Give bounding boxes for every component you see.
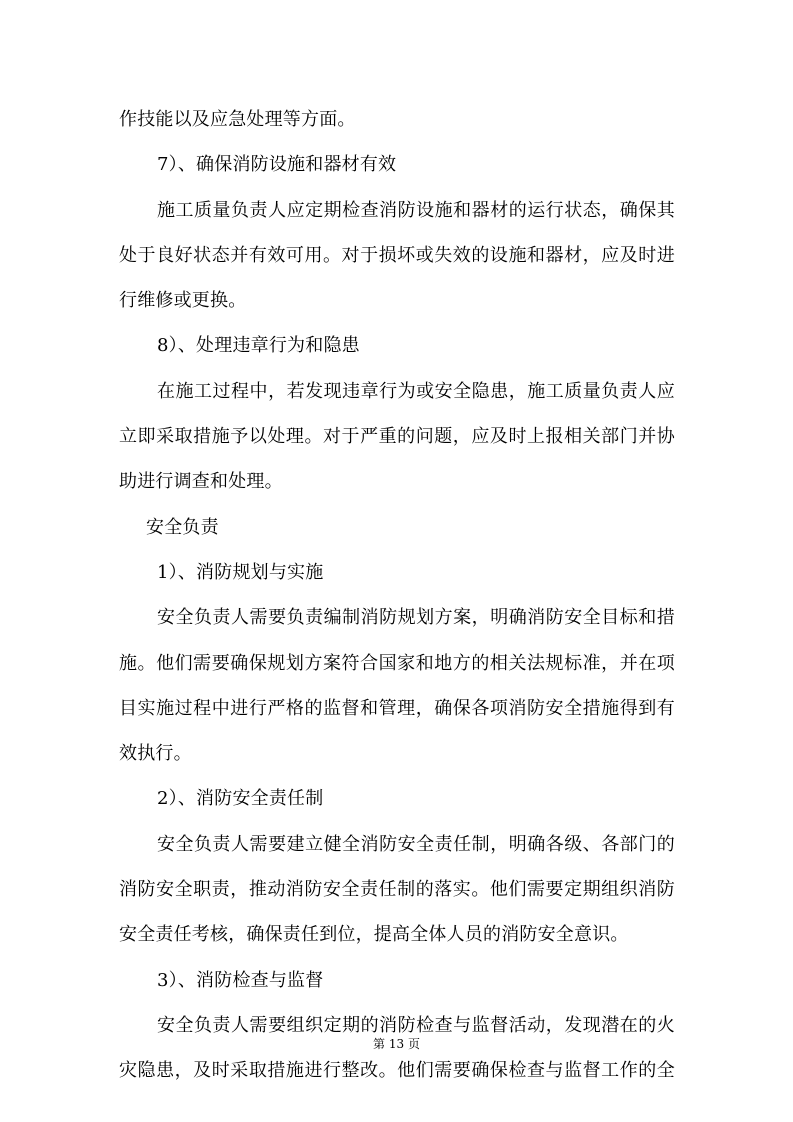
- paragraph-line: 消防安全职责，推动消防安全责任制的落实。他们需要定期组织消防: [119, 879, 675, 901]
- paragraph-line: 安全负责人需要建立健全消防安全责任制，明确各级、各部门的: [157, 833, 675, 855]
- subheading-7: 7）、确保消防设施和器材有效: [157, 154, 397, 176]
- paragraph-line: 安全负责人需要负责编制消防规划方案，明确消防安全目标和措: [157, 607, 675, 629]
- paragraph-line: 灾隐患，及时采取措施进行整改。他们需要确保检查与监督工作的全: [119, 1060, 675, 1082]
- paragraph-line: 效执行。: [119, 743, 192, 765]
- paragraph-line: 行维修或更换。: [119, 290, 247, 312]
- section-heading: 安全负责: [146, 516, 219, 538]
- page-number: 第 13 页: [373, 1037, 420, 1051]
- subheading-3: 3）、消防检查与监督: [157, 969, 324, 991]
- paragraph-line: 处于良好状态并有效可用。对于损坏或失效的设施和器材，应及时进: [119, 244, 675, 266]
- paragraph-line: 安全负责人需要组织定期的消防检查与监督活动，发现潜在的火: [157, 1014, 675, 1036]
- paragraph-line: 在施工过程中，若发现违章行为或安全隐患，施工质量负责人应: [157, 380, 675, 402]
- paragraph-line: 助进行调查和处理。: [119, 471, 283, 493]
- paragraph-line: 立即采取措施予以处理。对于严重的问题，应及时上报相关部门并协: [119, 426, 675, 448]
- subheading-1: 1）、消防规划与实施: [157, 561, 324, 583]
- subheading-2: 2）、消防安全责任制: [157, 788, 324, 810]
- paragraph-line: 安全责任考核，确保责任到位，提高全体人员的消防安全意识。: [119, 924, 629, 946]
- paragraph-line: 施。他们需要确保规划方案符合国家和地方的相关法规标准，并在项: [119, 652, 675, 674]
- subheading-8: 8）、处理违章行为和隐患: [157, 335, 360, 357]
- paragraph-line: 作技能以及应急处理等方面。: [119, 109, 356, 130]
- paragraph-line: 施工质量负责人应定期检查消防设施和器材的运行状态，确保其: [157, 199, 675, 221]
- paragraph-line: 目实施过程中进行严格的监督和管理，确保各项消防安全措施得到有: [119, 697, 675, 719]
- document-body: [119, 97, 675, 1094]
